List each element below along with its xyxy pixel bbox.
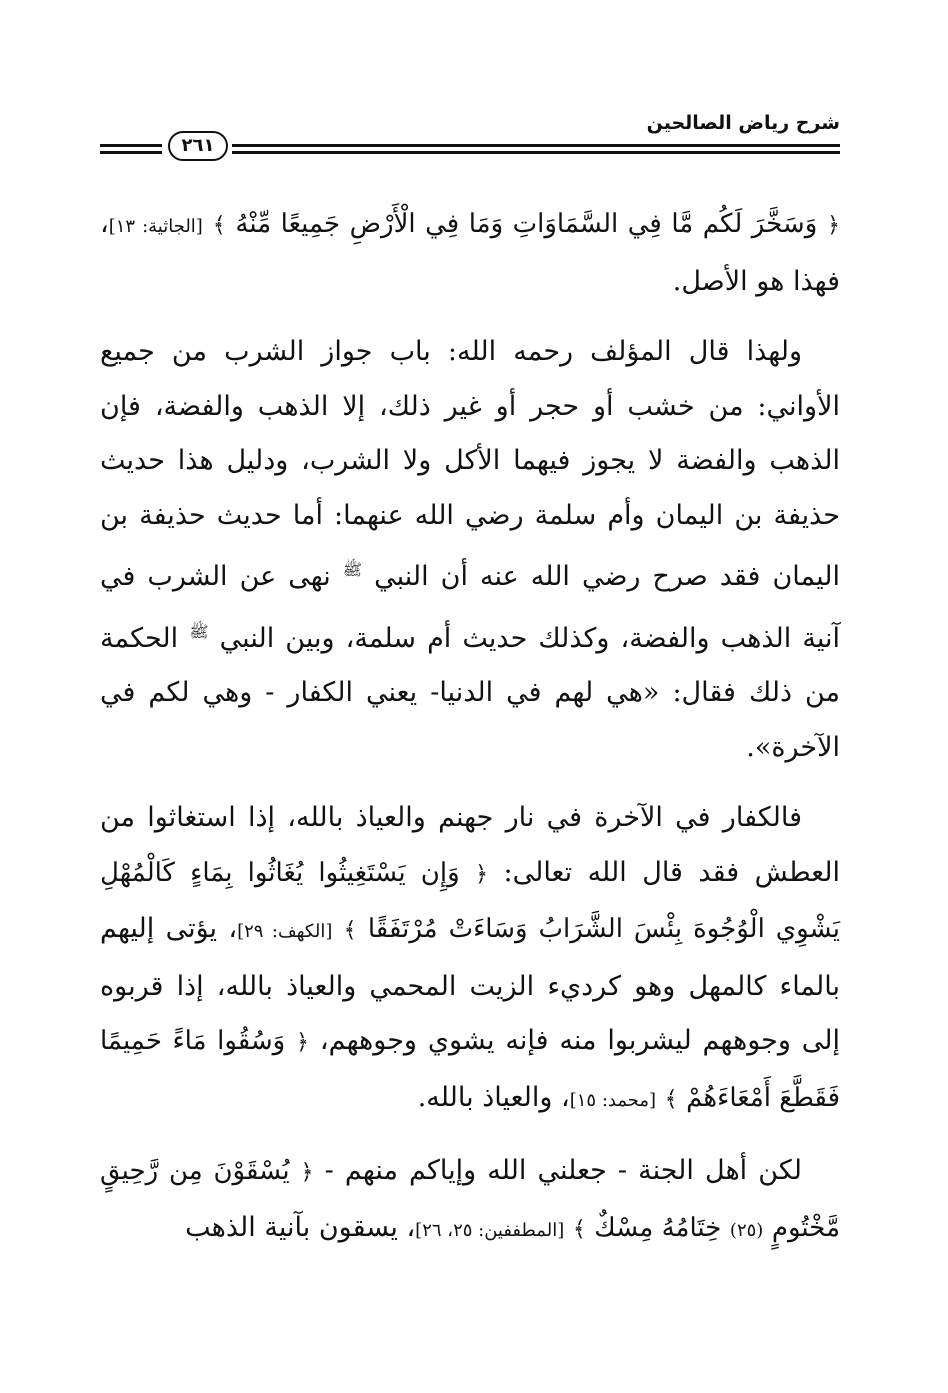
paragraph-text: ، يسقون بآنية الذهب bbox=[185, 1211, 416, 1243]
verse-number-marker: (٢٥) bbox=[729, 1219, 764, 1241]
verse-reference: [الكهف: ٢٩] bbox=[237, 921, 333, 942]
ornate-bracket-open: ﴿ bbox=[475, 861, 489, 887]
page-body bbox=[100, 197, 840, 1258]
quran-verse: يُسْقَوْنَ مِن رَّحِيقٍ مَّخْتُومٍ bbox=[100, 1156, 840, 1243]
paragraph-text: الحكمة من ذلك فقال: bbox=[100, 622, 840, 708]
quran-verse: وَسَخَّرَ لَكُم مَّا فِي السَّمَاوَاتِ وَمَا فِي الْأَرْضِ جَمِيعًا مِّنْهُ bbox=[235, 209, 818, 239]
paragraph-text: نهى عن الشرب في آنية الذهب والفضة، وكذلك حديث أم سلمة، وبين النبي bbox=[100, 561, 840, 654]
paragraph-4 bbox=[100, 1144, 840, 1258]
ornate-bracket-open: ﴿ bbox=[300, 1160, 314, 1185]
paragraph-text: ولهذا قال المؤلف رحمه الله: باب جواز الشرب من جميع الأواني: من خشب أو حجر أو غير ذلك، إلا الذهب والفضة، فإن الذهب والفضة لا يجوز فيهما الأكل ولا الشرب، ودليل هذا حديث حذيفة بن اليمان وأم سلمة رضي الله عنهما: أما حديث حذيفة بن اليمان فقد صرح رضي الله عنه أن النبي bbox=[100, 336, 840, 592]
salutation-glyph: ﷺ bbox=[342, 560, 363, 579]
header-rule-right bbox=[232, 144, 840, 154]
ornate-bracket-close: ﴾ bbox=[572, 1216, 586, 1242]
verse-reference: [المطففين: ٢٥، ٢٦] bbox=[415, 1219, 565, 1241]
salutation-glyph: ﷺ bbox=[189, 621, 209, 641]
paragraph-text: لكن أهل الجنة - جعلني الله وإياكم منهم - bbox=[324, 1155, 802, 1186]
paragraph-1 bbox=[100, 197, 840, 309]
paragraph-text: . bbox=[746, 731, 755, 763]
ornate-bracket-close: ﴾ bbox=[664, 1086, 678, 1112]
paragraph-text: ، والعياذ بالله. bbox=[417, 1081, 570, 1113]
ornate-bracket-open: ﴿ bbox=[296, 1030, 310, 1055]
quran-verse: وَإِن يَسْتَغِيثُوا يُغَاثُوا بِمَاءٍ كَالْمُهْلِ يَشْوِي الْوُجُوهَ بِئْسَ الشَّرَابُ وَسَاءَتْ مُرْتَفَقًا bbox=[100, 857, 841, 944]
verse-reference: [محمد: ١٥] bbox=[569, 1089, 657, 1111]
paragraph-2 bbox=[100, 325, 840, 775]
running-title: شرح رياض الصالحين bbox=[646, 112, 840, 134]
ornate-bracket-close: ﴾ bbox=[343, 918, 357, 943]
hadith-quote: «هي لهم في الدنيا- يعني الكفار - وهي لكم في الآخرة» bbox=[100, 677, 840, 763]
paragraph-text: فالكفار في الآخرة في نار جهنم والعياذ بالله، إذا استغاثوا من العطش فقد قال الله تعالى: bbox=[100, 802, 840, 888]
paragraph-text: ، يؤتى إليهم بالماء كالمهل وهو كرديء الزيت المحمي والعياذ بالله، إذا قربوه إلى وجوههم ليشربوا منه فإنه يشوي وجوههم، bbox=[100, 913, 841, 1056]
paragraph-text: ، فهذا هو الأصل. bbox=[100, 208, 840, 297]
quran-verse: خِتَامُهُ مِسْكٌ bbox=[594, 1212, 722, 1243]
verse-reference: [الجاثية: ١٣] bbox=[108, 216, 203, 237]
page-number: ٢٦١ bbox=[168, 131, 228, 161]
paragraph-3 bbox=[100, 791, 840, 1128]
ornate-bracket-close: ﴾ bbox=[212, 213, 226, 238]
quran-verse: وَسُقُوا مَاءً حَمِيمًا فَقَطَّعَ أَمْعَاءَهُمْ bbox=[100, 1026, 840, 1113]
ornate-bracket-open: ﴿ bbox=[827, 213, 840, 238]
page-header bbox=[100, 112, 840, 162]
header-rule-left bbox=[100, 144, 162, 154]
